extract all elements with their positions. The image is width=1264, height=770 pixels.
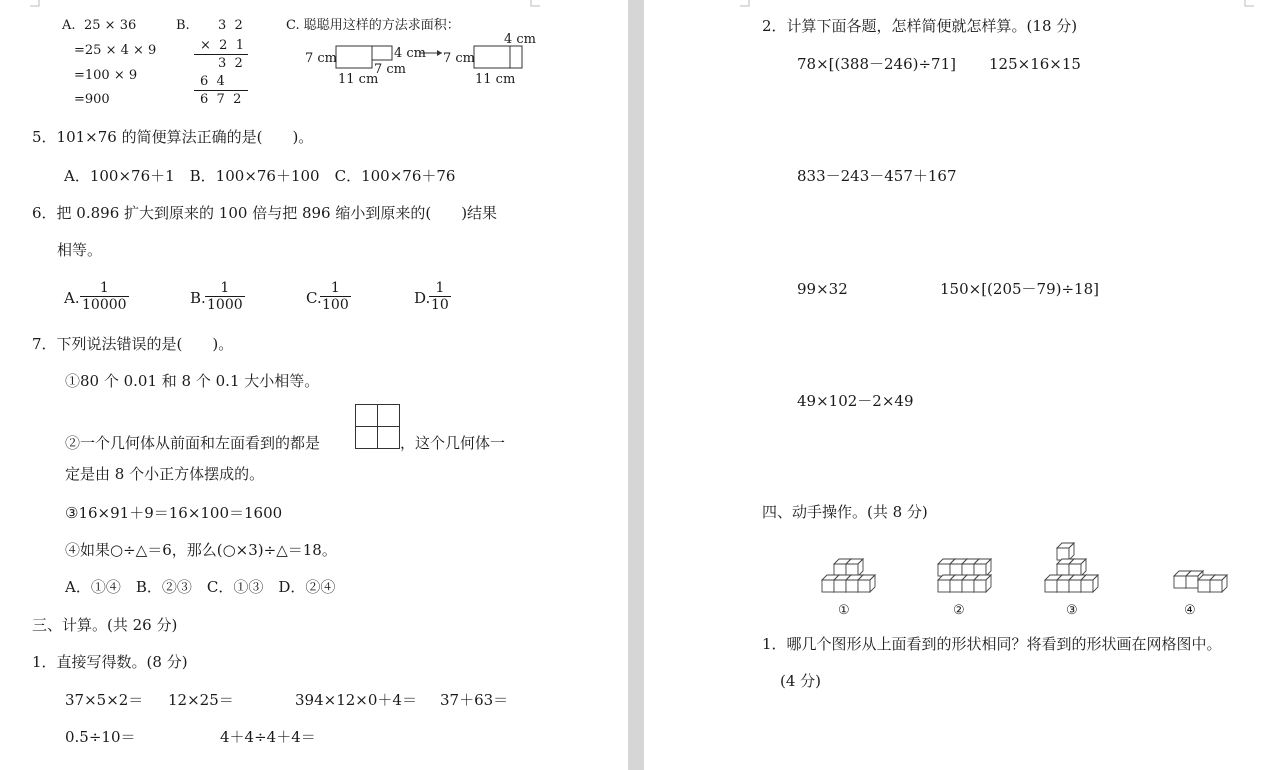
calc-item: 78×[(388－246)÷71] [797, 55, 956, 73]
oral-calc-item: 12×25＝ [168, 691, 234, 709]
question-7-stem: 7．下列说法错误的是( )。 [32, 335, 234, 353]
fraction-denominator: 10000 [82, 297, 127, 313]
question-4-1-line1: 1．哪几个图形从上面看到的形状相同？将看到的形状画在网格图中。 [762, 635, 1222, 653]
cube-figure-3 [1045, 543, 1098, 592]
corner-mark-top-left [30, 0, 40, 8]
cube-figure-2 [938, 559, 991, 592]
worked-a-line: 25 × 36 [84, 18, 137, 33]
worked-c-title: C. 聪聪用这样的方法求面积： [286, 18, 460, 33]
statement-2-part1: ②一个几何体从前面和左面看到的都是 [65, 434, 321, 452]
worked-a-line: =25 × 4 × 9 [74, 43, 157, 58]
option-label: B. [190, 289, 206, 307]
worked-a-line: =100 × 9 [74, 68, 138, 83]
worked-a-line: =900 [74, 92, 110, 107]
calc-item: 125×16×15 [989, 55, 1081, 73]
rectangle-combined [474, 46, 510, 68]
fraction-numerator: 1 [330, 280, 340, 296]
figure-label: ② [953, 603, 965, 618]
oral-calc-item: 37×5×2＝ [65, 691, 144, 709]
diagram-label: 4 cm [394, 46, 427, 61]
statement-3: ③16×91＋9＝16×100＝1600 [65, 504, 283, 522]
diagram-label: 11 cm [475, 72, 516, 87]
worked-b-row: × 2 1 [200, 38, 244, 53]
oral-calc-item: 37＋63＝ [440, 691, 509, 709]
fraction-numerator: 1 [435, 280, 445, 296]
fraction-option-a [80, 280, 129, 313]
calc-item: 49×102－2×49 [797, 392, 914, 410]
question-5-stem: 5．101×76 的简便算法正确的是( )。 [32, 128, 314, 146]
calc-item: 99×32 [797, 280, 848, 298]
oral-calc-item: 394×12×0＋4＝ [295, 691, 417, 709]
fraction-option-d [429, 280, 451, 313]
worked-b-row: 3 2 [218, 56, 243, 71]
question-5-options: A．100×76＋1 B．100×76＋100 C．100×76＋76 [64, 167, 456, 185]
diagram-label: 7 cm [374, 62, 407, 77]
rectangle-extension [510, 46, 522, 68]
fraction-numerator: 1 [220, 280, 230, 296]
section-4-heading: 四、动手操作。(共 8 分) [762, 503, 928, 521]
question-6-stem: 6．把 0.896 扩大到原来的 100 倍与把 896 缩小到原来的( )结果 [32, 204, 498, 222]
calc-item: 833－243－457＋167 [797, 167, 957, 185]
worked-b-row: 6 7 2 [200, 92, 242, 107]
cube-figures [814, 536, 1254, 600]
arrow-head-icon [437, 50, 442, 56]
statement-4: ④如果○÷△＝6，那么(○×3)÷△＝18。 [65, 541, 337, 559]
option-label: D. [414, 289, 431, 307]
page-gutter [628, 0, 644, 770]
cube-figure-4 [1174, 571, 1227, 592]
option-label: A. [64, 289, 80, 307]
left-page [0, 0, 628, 770]
fraction-option-b [205, 280, 245, 313]
square-grid-2x2-icon [355, 404, 401, 450]
corner-mark-top-left [740, 0, 750, 8]
option-label: C. [306, 289, 322, 307]
worked-b-row: 3 2 [218, 18, 243, 33]
diagram-label: 7 cm [305, 51, 338, 66]
section-3-heading: 三、计算。(共 26 分) [32, 616, 178, 634]
worked-b-label: B. [176, 18, 190, 33]
rectangle-small [336, 46, 372, 68]
statement-2-part3: 定是由 8 个小正方体摆成的。 [65, 465, 265, 483]
cube-figure-1 [822, 559, 875, 592]
diagram-label: 11 cm [338, 72, 379, 87]
question-6-stem-cont: 相等。 [57, 241, 103, 259]
right-page [644, 0, 1264, 770]
oral-calc-item: 4＋4÷4＋4＝ [220, 728, 316, 746]
worked-a-label: A. [62, 18, 76, 33]
figure-label: ③ [1066, 603, 1078, 618]
corner-mark-top-right [1244, 0, 1254, 8]
question-7-options: A．①④ B．②③ C．①③ D．②④ [65, 578, 336, 596]
fraction-numerator: 1 [99, 280, 109, 296]
oral-calc-item: 0.5÷10＝ [65, 728, 136, 746]
diagram-label: 7 cm [443, 51, 476, 66]
question-3-1-title: 1．直接写得数。(8 分) [32, 653, 188, 671]
diagram-label: 4 cm [504, 32, 537, 47]
fraction-option-c [320, 280, 351, 313]
fraction-denominator: 1000 [207, 297, 243, 313]
question-4-1-line2: (4 分) [780, 672, 822, 690]
statement-2-part2: ，这个几何体一 [400, 434, 506, 452]
figure-label: ① [838, 603, 850, 618]
question-3-2-title: 2．计算下面各题，怎样简便就怎样算。(18 分) [762, 17, 1078, 35]
rectangle-notch [372, 46, 392, 60]
worked-b-row: 6 4 [200, 74, 225, 89]
calc-item: 150×[(205－79)÷18] [940, 280, 1099, 298]
fraction-denominator: 100 [322, 297, 349, 313]
fraction-denominator: 10 [431, 297, 449, 313]
statement-1: ①80 个 0.01 和 8 个 0.1 大小相等。 [65, 372, 320, 390]
figure-label: ④ [1184, 603, 1196, 618]
corner-mark-top-right [530, 0, 540, 8]
